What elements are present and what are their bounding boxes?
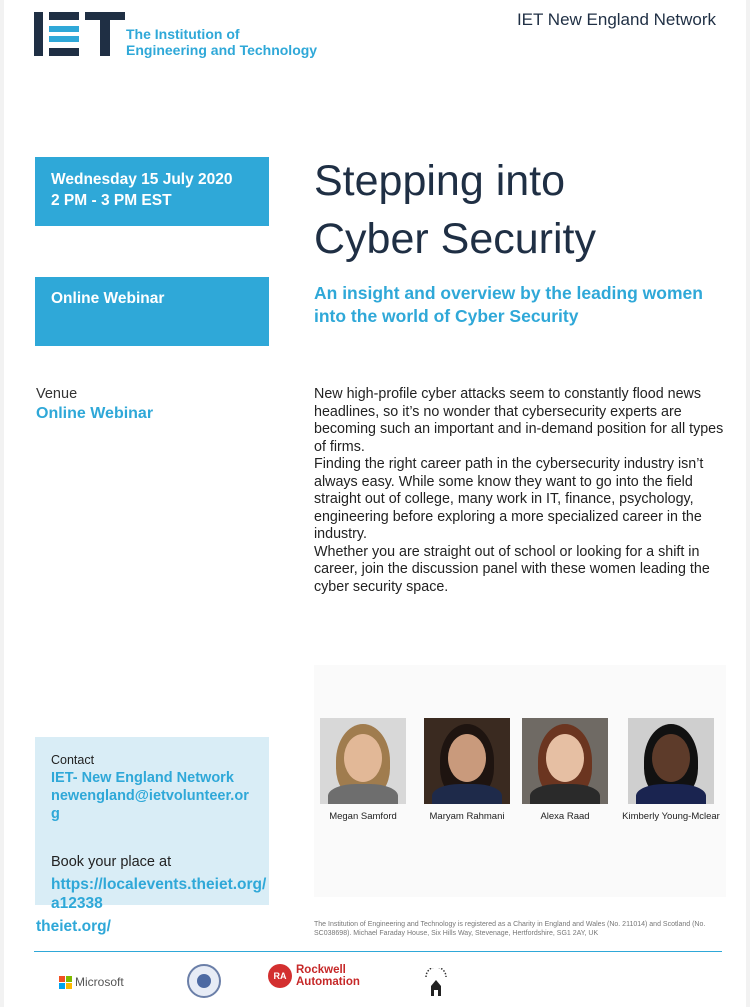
- microsoft-logo: [59, 975, 124, 989]
- legal-notice: The Institution of Engineering and Technology is registered as a Charity in England and Wales (No. 211014) and Scotland (No. SC038698). Michael Faraday House, Six Hills Way, Stevenage, Hertfordshire, SG1 2AY, UK: [314, 921, 706, 937]
- format-box: [35, 277, 269, 346]
- rockwell-badge-icon: RA: [268, 964, 292, 988]
- rockwell-line1: Rockwell: [296, 964, 346, 976]
- contact-org: IET- New England Network: [51, 770, 234, 786]
- speaker-photo: [522, 718, 608, 804]
- speaker-photo: [320, 718, 406, 804]
- speaker-photo: [628, 718, 714, 804]
- flyer-page: [4, 0, 746, 1007]
- footer-divider: [34, 951, 722, 952]
- speaker-name: Kimberly Young-Mclear: [622, 811, 720, 822]
- logo-text: [126, 26, 366, 58]
- speaker-photo: [424, 718, 510, 804]
- title-line2: Cyber Security: [314, 215, 596, 263]
- event-description: [314, 386, 724, 596]
- logo-text-line1: The Institution of: [126, 26, 240, 42]
- iet-logo-mark: [34, 12, 126, 56]
- event-time: 2 PM - 3 PM EST: [51, 192, 172, 209]
- contact-email-link[interactable]: newengland@ietvolunteer.org: [51, 788, 249, 822]
- speaker-card: [320, 718, 406, 822]
- venue-label: Venue: [36, 386, 78, 402]
- rockwell-line2: Automation: [296, 976, 360, 988]
- description-paragraph: Whether you are straight out of school or looking for a shift in career, join the discussion panel with these women leading the cyber security space.: [314, 543, 710, 595]
- speaker-name: Megan Samford: [329, 811, 397, 822]
- microsoft-label: Microsoft: [75, 975, 124, 989]
- seal-logo: [187, 964, 221, 998]
- speaker-name: Alexa Raad: [540, 811, 590, 822]
- network-name: IET New England Network: [516, 10, 716, 29]
- website-link[interactable]: theiet.org/: [36, 918, 111, 935]
- speaker-card: [424, 718, 510, 822]
- contact-box: [35, 737, 269, 912]
- contact-label: Contact: [51, 753, 95, 767]
- description-paragraph: New high-profile cyber attacks seem to constantly flood news headlines, so it’s no wonder that cybersecurity experts are becoming such an important and in-demand position for all types of firms.: [314, 386, 724, 455]
- event-date: Wednesday 15 July 2020: [51, 171, 233, 188]
- speaker-card: [522, 718, 608, 822]
- booking-label: Book your place at: [51, 854, 172, 870]
- microsoft-icon: [59, 976, 72, 989]
- description-paragraph: Finding the right career path in the cybersecurity industry isn’t always easy. While some know they want to go into the field straight out of college, many work in IT, finance, psychology, engineering before exploring a more specialized career in the industry.: [314, 456, 704, 542]
- rockwell-logo: [268, 964, 360, 988]
- date-box: [35, 157, 269, 226]
- logo-text-line2: Engineering and Technology: [126, 42, 318, 58]
- event-subtitle: An insight and overview by the leading women into the world of Cyber Security: [314, 283, 703, 326]
- speaker-card: [622, 718, 720, 822]
- event-format: Online Webinar: [51, 290, 165, 307]
- title-line1: Stepping into: [314, 157, 566, 205]
- emblem-logo: [422, 968, 450, 998]
- venue-value: Online Webinar: [36, 405, 154, 422]
- event-title: [314, 152, 596, 268]
- booking-url-link[interactable]: https://localevents.theiet.org/a12338: [51, 876, 267, 912]
- speaker-name: Maryam Rahmani: [429, 811, 505, 822]
